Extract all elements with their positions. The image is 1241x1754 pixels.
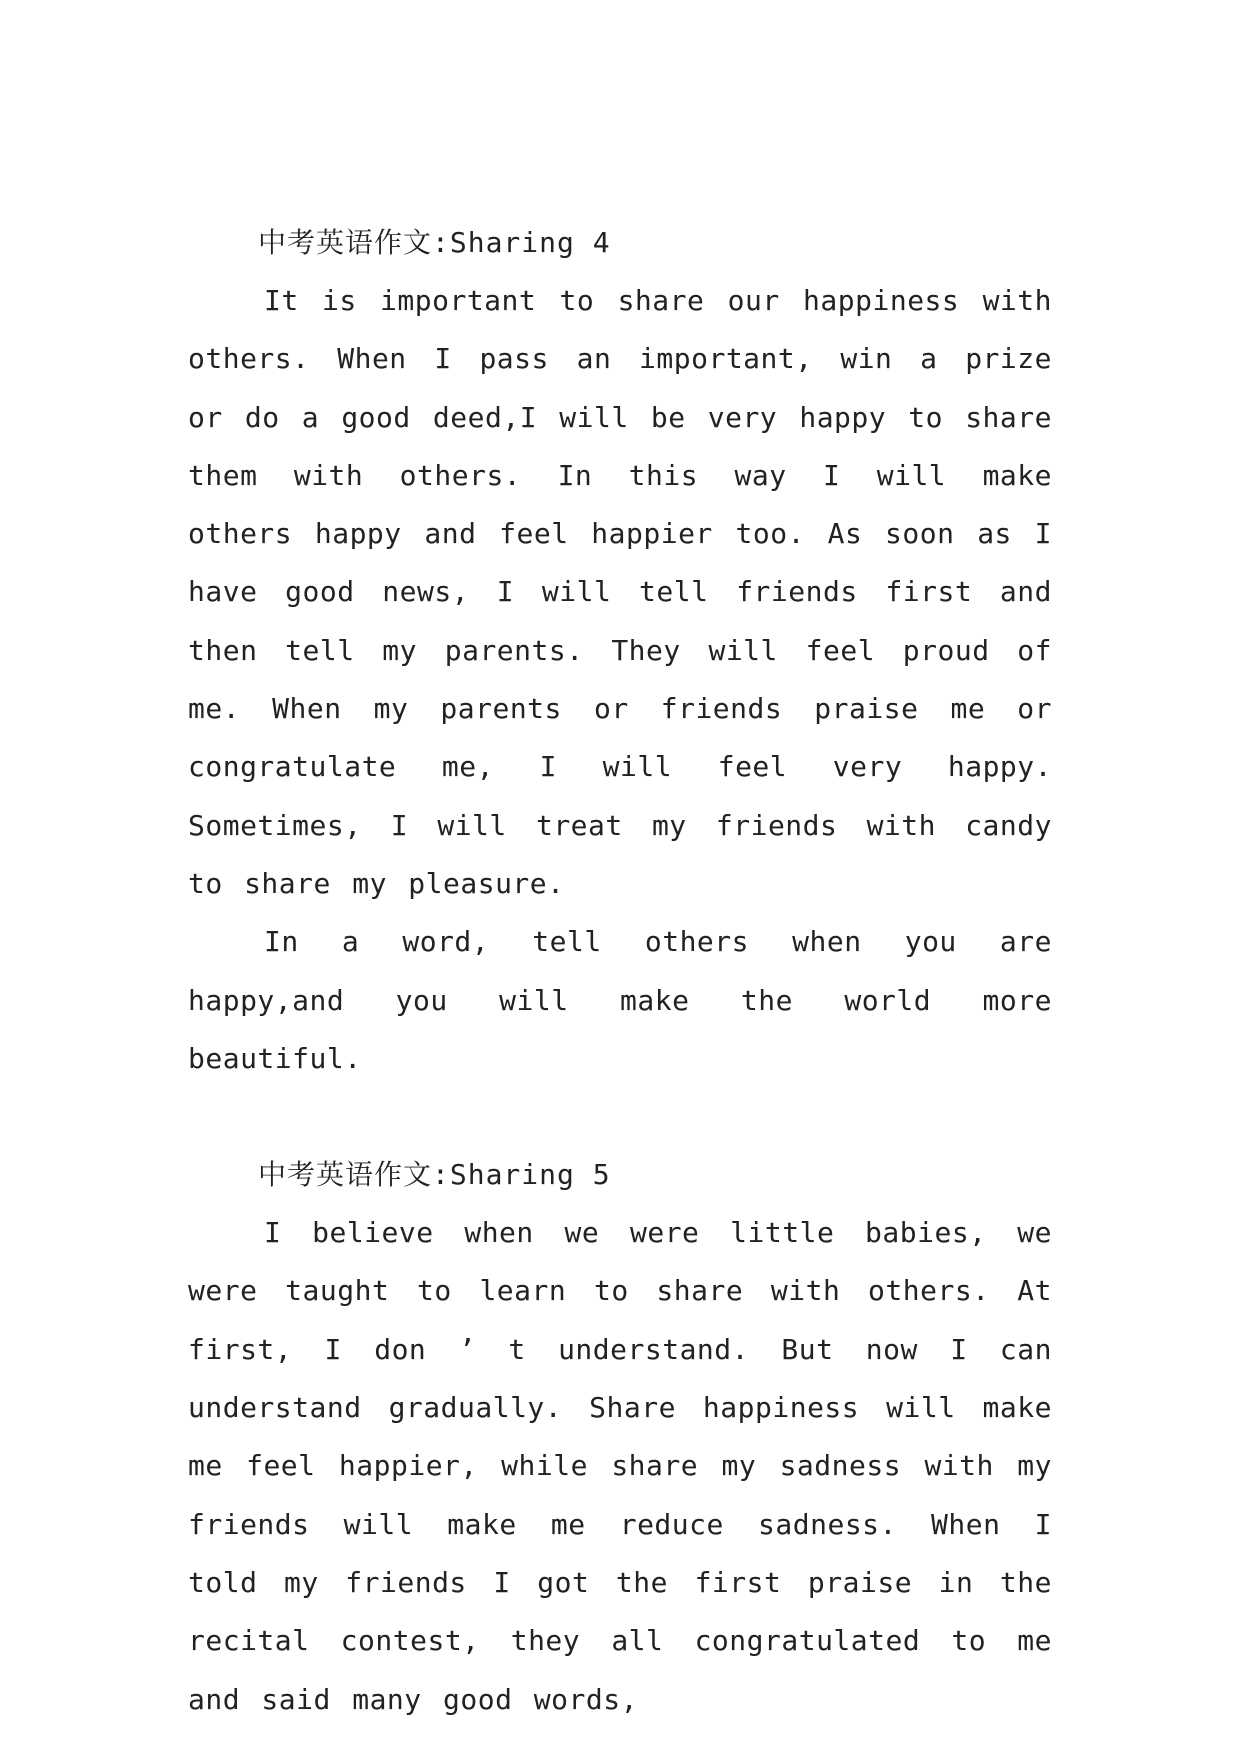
document-body [188,214,1052,1729]
section-heading-sharing-4: 中考英语作文:Sharing 4 [258,226,611,259]
section-heading-sharing-5: 中考英语作文:Sharing 5 [258,1158,611,1192]
paragraph-sharing-4-conclusion: In a word, tell others when you are happy,and you will make the world more beautiful. [188,925,1052,1075]
paragraph-sharing-5-body: I believe when we were little babies, we were taught to learn to share with others. At first, I don ’ t understand. But now I can understand gradually. Share happiness will make me feel happier, while share my sadness with my friends will make me reduce sadness. When I told my friends I got the first praise in the recital contest, they all congratulated to me and said many good words, [188,1216,1052,1716]
paragraph-sharing-4-body: It is important to share our happiness with others. When I pass an important, win a prize or do a good deed,I will be very happy to share them with others. In this way I will make others happy and feel happier too. As soon as I have good news, I will tell friends first and then tell my parents. They will feel proud of me. When my parents or friends praise me or congratulate me, I will feel very happy. Sometimes, I will treat my friends with candy to share my pleasure. [188,284,1052,900]
section-spacer [188,1088,1052,1146]
